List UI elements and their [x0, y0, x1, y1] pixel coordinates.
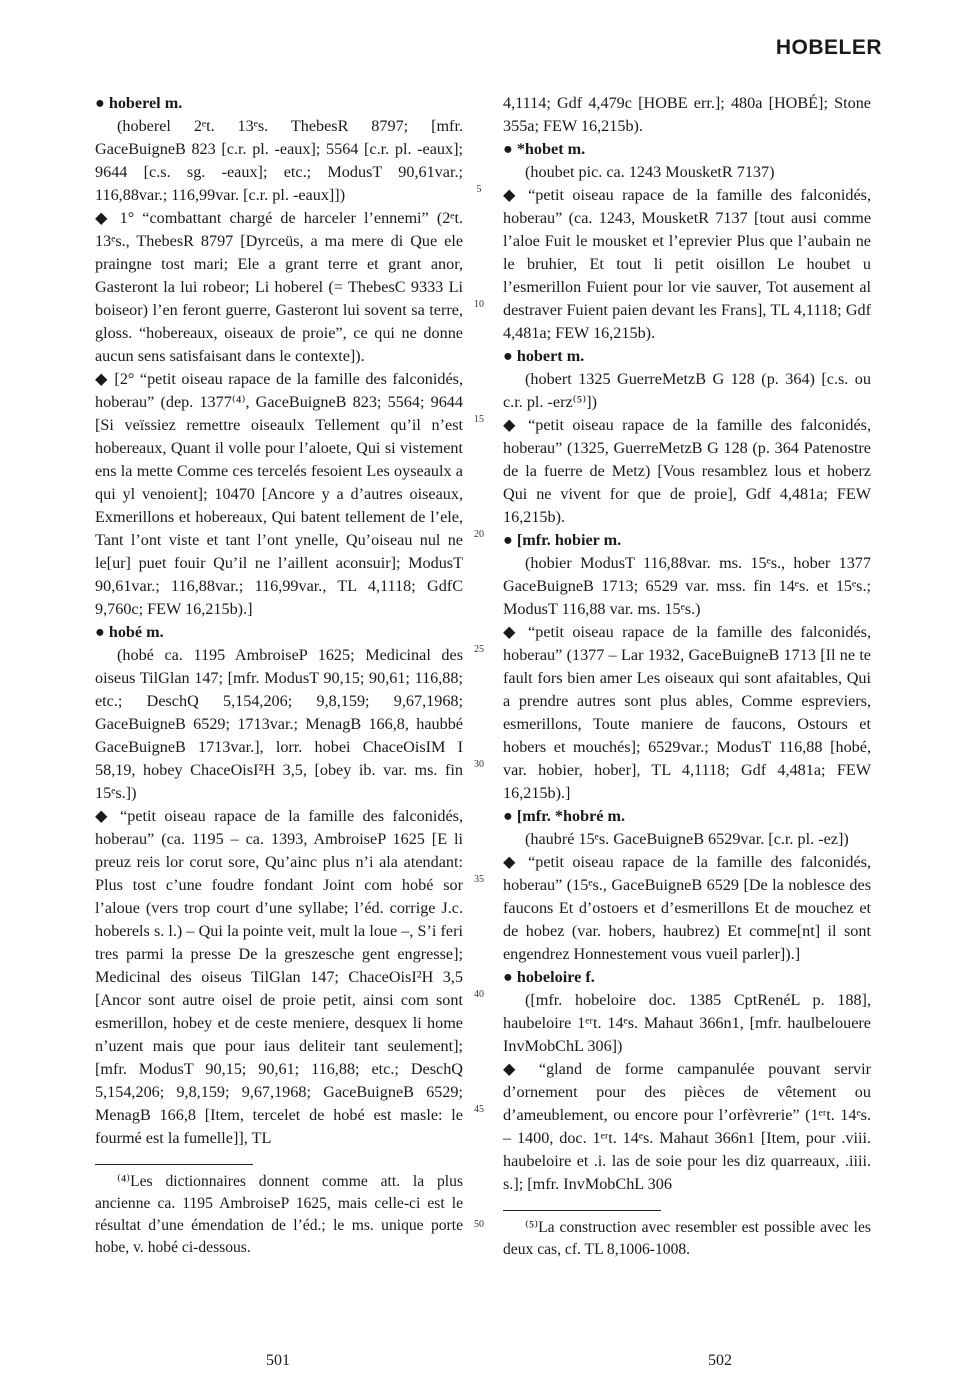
line-number: 5: [476, 184, 482, 195]
headword-hobert: ● hobert m.: [503, 347, 585, 365]
line-number: 30: [474, 759, 484, 770]
line-number: 25: [474, 644, 484, 655]
line-number: 35: [474, 874, 484, 885]
footnote-rule: [95, 1164, 253, 1165]
page-number-right: 502: [708, 1352, 732, 1369]
running-head: HOBELER: [775, 36, 882, 59]
sense-hobe: ◆ “petit oiseau rapace de la famille des falconidés, hoberau” (ca. 1195 – ca. 1393, AmbroiseP 1625 [E li preuz reis lor corut sore, Qu’ainc plus n’i ala atendant: Plus tost c’une foudre fondant Joint com hobé sor l’aloue (vers trop court d’une syllabe; l’éd. corrige J.c. hoberels s. l.) – Qui la pointe veit, mult la loue –, S’i feri tres parmi la presse De la greszesche gent engresse]; Medicinal des oiseus TilGlan 147; ChaceOisI²H 3,5 [Ancor sont autre oisel de proie petit, ainsi com sont esmerillon, hobey et de ceste meniere, desquex li home n’uzent mais que pour iaus deliteir tant seulement]; [mfr. ModusT 90,15; 90,61; 116,88; etc.; DeschQ 5,154,206; 9,8,159; 9,67,1968; GaceBuigneB 6529; MenagB 166,8 [Item, tercelet de hobé est masle: le fourmé est la fumelle]], TL: [95, 807, 463, 1147]
forms-hoberel: (hoberel 2ᵉt. 13ᵉs. ThebesR 8797; [mfr. GaceBuigneB 823 [c.r. pl. -eaux]; 5564 [c.r. pl. -eaux]; 9644 [c.s. sg. -eaux]; etc.; ModusT 90,61var.; 116,88var.; 116,99var. [c.r. pl. -eaux]]): [95, 117, 463, 204]
right-column: [503, 92, 871, 1261]
left-column: [95, 92, 463, 1259]
line-number: 10: [474, 299, 484, 310]
line-number: 50: [474, 1219, 484, 1230]
headword-hoberel: ● hoberel m.: [95, 94, 183, 112]
page-number-left: 501: [266, 1352, 290, 1369]
continuation-hobe: 4,1114; Gdf 4,479c [HOBE err.]; 480a [HOBÉ]; Stone 355a; FEW 16,215b).: [503, 94, 871, 135]
headword-hobre: ● [mfr. *hobré m.: [503, 807, 626, 825]
forms-hobert: (hobert 1325 GuerreMetzB G 128 (p. 364) [c.s. ou c.r. pl. -erz⁽⁵⁾]): [503, 370, 871, 411]
sense-1-hoberel: ◆ 1° “combattant chargé de harceler l’ennemi” (2ᵉt. 13ᵉs., ThebesR 8797 [Dyrceüs, a ma mere di Que ele praingne tost mari; Ele a grant terre et grant anor, Gasteront la lui robeor; Li hoberel (= ThebesC 9333 Li boiseor) l’en feront guerre, Gasteront lui sovent sa terre, gloss. “hobereaux, oiseaux de proie”, ce qui ne donne aucun sens satisfaisant dans le contexte]).: [95, 209, 463, 365]
forms-hobre: (haubré 15ᵉs. GaceBuigneB 6529var. [c.r. pl. -ez]): [525, 830, 849, 848]
footnote-4: ⁽⁴⁾Les dictionnaires donnent comme att. la plus ancienne ca. 1195 AmbroiseP 1625, mais celle-ci est le résultat d’une émendation de l’éd.; le ms. unique porte hobe, v. hobé ci-dessous.: [95, 1173, 463, 1256]
sense-hobeloire: ◆ “gland de forme campanulée pouvant servir d’ornement pour des pièces de vêtement ou d’ameublement, ou encore pour l’orfèvrerie” (1ᵉʳt. 14ᵉs. – 1400, doc. 1ᵉʳt. 14ᵉs. Mahaut 366n1 [Item, pour .viii. haubeloire et .i. las de soie pour les diz quarreaux, .iiii. s.]; [mfr. InvMobChL 306: [503, 1060, 871, 1193]
headword-hobe: ● hobé m.: [95, 623, 164, 641]
footnote-5: ⁽⁵⁾La construction avec resembler est possible avec les deux cas, cf. TL 8,1006-1008.: [503, 1219, 871, 1258]
line-number: 45: [474, 1104, 484, 1115]
sense-hobert: ◆ “petit oiseau rapace de la famille des falconidés, hoberau” (1325, GuerreMetzB G 128 (p. 364 Patenostre de la fuerre de Metz) [Vous resamblez lous et hoberz Qui ne vivent for que de proie], Gdf 4,481a; FEW 16,215b).: [503, 416, 871, 526]
forms-hobet: (houbet pic. ca. 1243 MousketR 7137): [525, 163, 775, 181]
headword-hobet: ● *hobet m.: [503, 140, 586, 158]
forms-hobeloire: ([mfr. hobeloire doc. 1385 CptRenéL p. 188], haubeloire 1ᵉʳt. 14ᵉs. Mahaut 366n1, [mfr. haulbelouere InvMobChL 306]): [503, 991, 871, 1055]
line-number: 40: [474, 989, 484, 1000]
sense-2-hoberel: ◆ [2° “petit oiseau rapace de la famille des falconidés, hoberau” (dep. 1377⁽⁴⁾, GaceBuigneB 823; 5564; 9644 [Si veïssiez remettre oiseaulx Tellement qu’il n’est hobereaux, Quant il volle pour l’aloete, Qui si vistement ens la mette Comme ces tercelés fesoient Les oyseaulx a qui yl venoient]; 10470 [Ancore y a d’autres oiseaux, Exmerillons et hobereaux, Qui batent tellement de l’ele, Tant l’ont viste et tant l’ont ynelle, Qu’oiseau nul ne le[ur] puet fouir Qu’il ne l’aillent aconsuir]; ModusT 90,61var.; 116,88var.; 116,99var., TL 4,1118; GdfC 9,760c; FEW 16,215b).]: [95, 370, 463, 618]
line-number: 20: [474, 529, 484, 540]
line-number: 15: [474, 414, 484, 425]
forms-hobier: (hobier ModusT 116,88var. ms. 15ᵉs., hober 1377 GaceBuigneB 1713; 6529 var. mss. fin 14ᵉs. et 15ᵉs.; ModusT 116,88 var. ms. 15ᵉs.): [503, 554, 871, 618]
sense-hobre: ◆ “petit oiseau rapace de la famille des falconidés, hoberau” (15ᵉs., GaceBuigneB 6529 [De la noblesce des faucons Et d’ostoers et d’esmerillons Et de mouchez et de hobez (var. hobers, haubrez) Et comme[nt] il sont engendrez Honnestement vous vueil parler]).]: [503, 853, 871, 963]
sense-hobet: ◆ “petit oiseau rapace de la famille des falconidés, hoberau” (ca. 1243, MousketR 7137 [tout ausi comme l’aloe Fuit le mousket et l’eprevier Plus que l’aubain ne le bruhier, Et tout li petit oisillon Le houbet u l’esmerillon Fuient pour lor vie sauver, Tot ausement al destraver Fuient paien devant les Frans], TL 4,1118; Gdf 4,481a; FEW 16,215b).: [503, 186, 871, 342]
sense-hobier: ◆ “petit oiseau rapace de la famille des falconidés, hoberau” (1377 – Lar 1932, GaceBuigneB 1713 [Il ne te fault fors bien amer Les oiseaux qui sont afaitables, Qui a prendre autres sont plus ables, Comme espreviers, esmerillons, Toute maniere de faucons, Ostours et hobers et mouchés]; 6529var.; ModusT 116,88 [hobé, var. hobier, hober], TL 4,1118; Gdf 4,481a; FEW 16,215b).]: [503, 623, 871, 802]
footnote-rule: [503, 1210, 661, 1211]
forms-hobe: (hobé ca. 1195 AmbroiseP 1625; Medicinal des oiseus TilGlan 147; [mfr. ModusT 90,15; 90,61; 116,88; etc.; DeschQ 5,154,206; 9,8,159; 9,67,1968; GaceBuigneB 6529; 1713var.; MenagB 166,8, haubbé GaceBuigneB 1713var.], lorr. hobei ChaceOisIM I 58,19, hobey ChaceOisI²H 3,5, [obey ib. var. ms. fin 15ᵉs.]): [95, 646, 463, 802]
headword-hobier: ● [mfr. hobier m.: [503, 531, 622, 549]
headword-hobeloire: ● hobeloire f.: [503, 968, 595, 986]
